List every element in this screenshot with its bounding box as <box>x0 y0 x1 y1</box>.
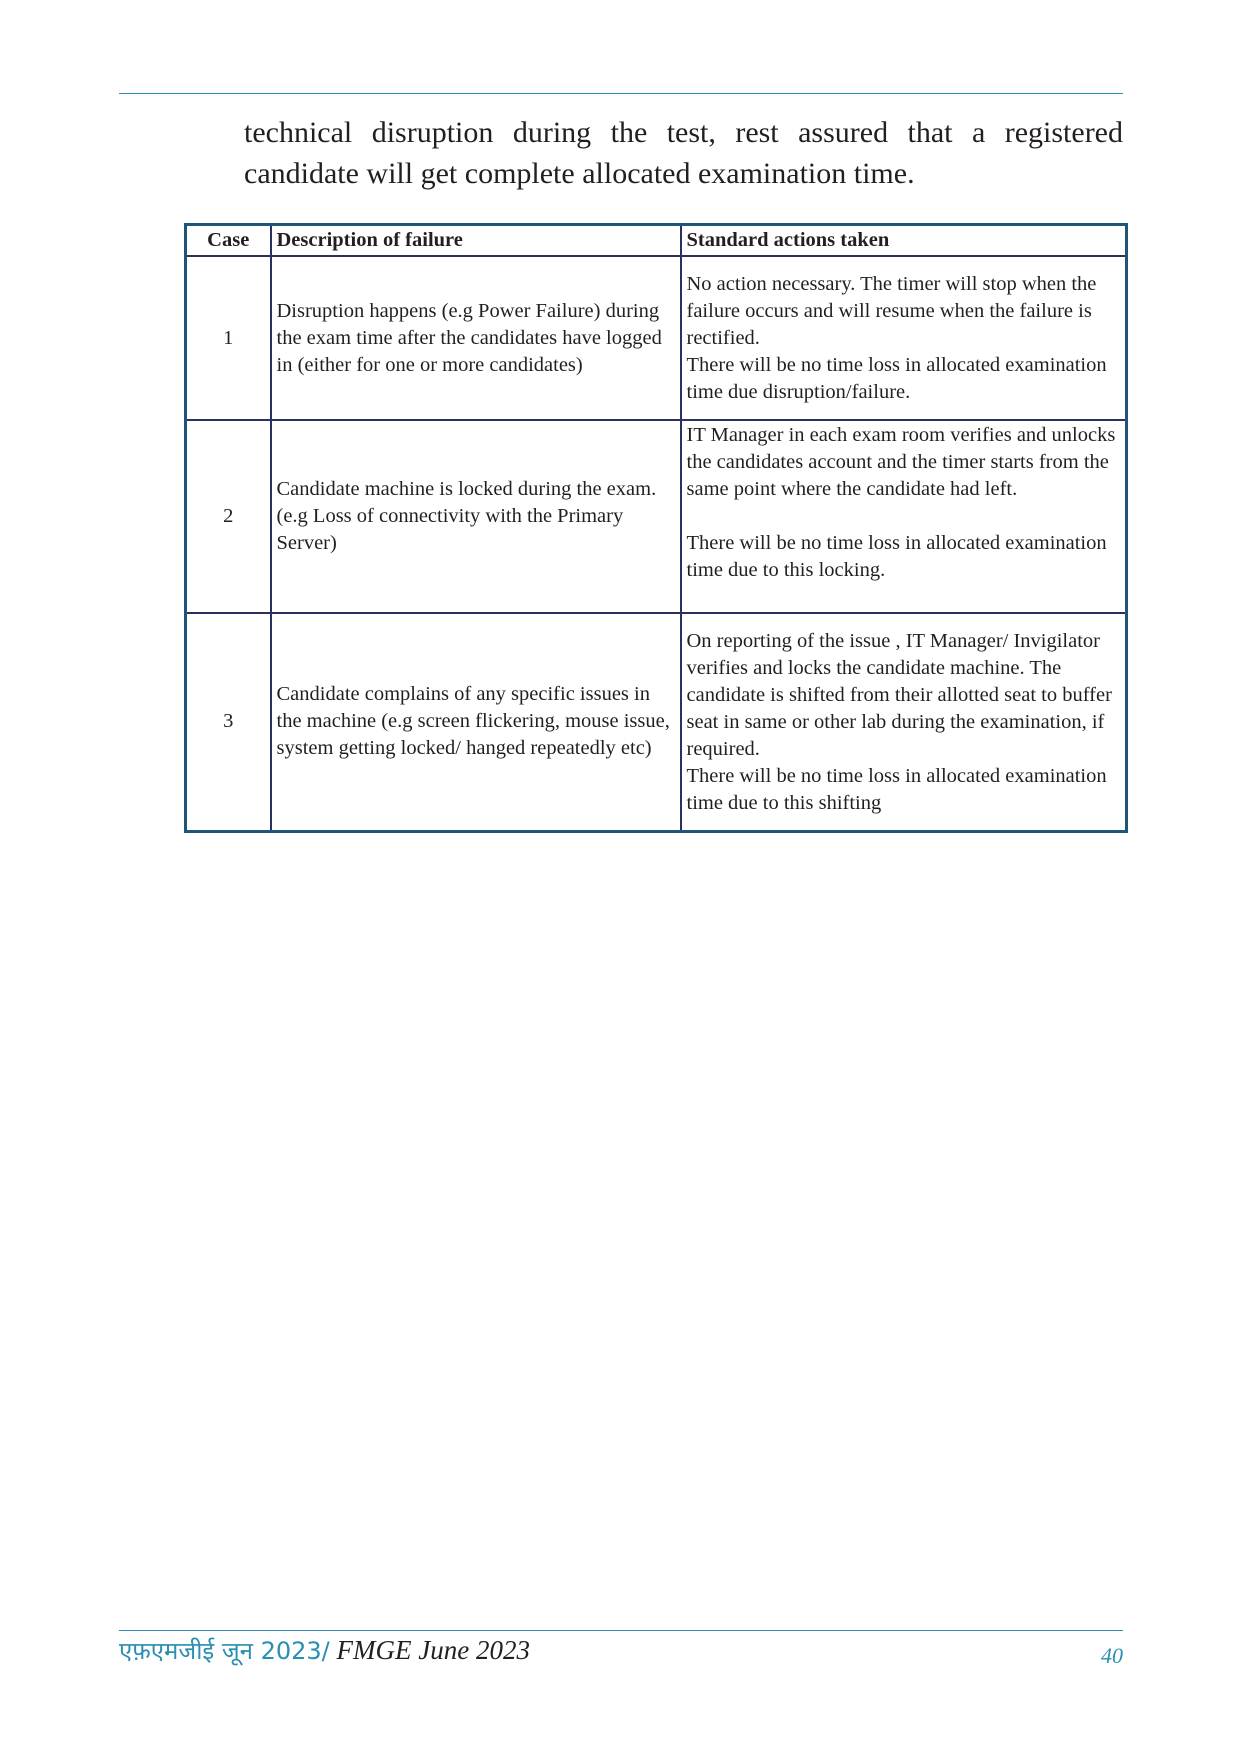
case-number: 1 <box>186 256 271 420</box>
case-number: 3 <box>186 613 271 832</box>
failure-description: Candidate complains of any specific issues in the machine (e.g screen flickering, mouse issue, system getting locked/ hanged repeatedly etc) <box>271 613 681 832</box>
failure-description: Disruption happens (e.g Power Failure) during the exam time after the candidates have logged in (either for one or more candidates) <box>271 256 681 420</box>
table-row <box>186 256 1127 420</box>
intro-line-1: technical disruption during the test, rest assured that a registered <box>244 116 1123 149</box>
case-number: 2 <box>186 420 271 613</box>
action-text: IT Manager in each exam room verifies and unlocks the candidates account and the timer starts from the same point where the candidate had left. <box>686 424 1116 501</box>
action-text: There will be no time loss in allocated examination time due to this shifting <box>686 764 1107 814</box>
action-text: On reporting of the issue , IT Manager/ Invigilator verifies and locks the candidate machine. The candidate is shifted from their allotted seat to buffer seat in same or other lab during the examination, if required. <box>686 629 1112 760</box>
paragraph-gap <box>687 503 1121 530</box>
failure-description: Candidate machine is locked during the exam. (e.g Loss of connectivity with the Primary Server) <box>271 420 681 613</box>
page-number: 40 <box>1101 1643 1123 1668</box>
table-row <box>186 613 1127 832</box>
intro-line-2: candidate will get complete allocated examination time. <box>244 157 915 190</box>
footer-hindi-title: एफ़एमजीई जून 2023/ <box>119 1637 330 1665</box>
footer-rule <box>119 1630 1123 1631</box>
action-text: There will be no time loss in allocated examination time due disruption/failure. <box>686 354 1107 403</box>
standard-actions <box>681 256 1127 420</box>
header-rule <box>119 93 1123 94</box>
header-actions: Standard actions taken <box>681 225 1127 257</box>
intro-paragraph <box>244 112 1123 194</box>
table-row <box>186 420 1127 613</box>
table-header-row <box>186 225 1127 257</box>
action-text: There will be no time loss in allocated examination time due to this locking. <box>686 532 1107 582</box>
standard-actions <box>681 420 1127 613</box>
action-text: No action necessary. The timer will stop when the failure occurs and will resume when the failure is rectified. <box>686 273 1097 349</box>
header-description: Description of failure <box>271 225 681 257</box>
standard-actions <box>681 613 1127 832</box>
footer-english-title: FMGE June 2023 <box>336 1635 530 1665</box>
footer-title <box>119 1634 530 1667</box>
failure-actions-table <box>184 223 1128 833</box>
header-case: Case <box>186 225 271 257</box>
